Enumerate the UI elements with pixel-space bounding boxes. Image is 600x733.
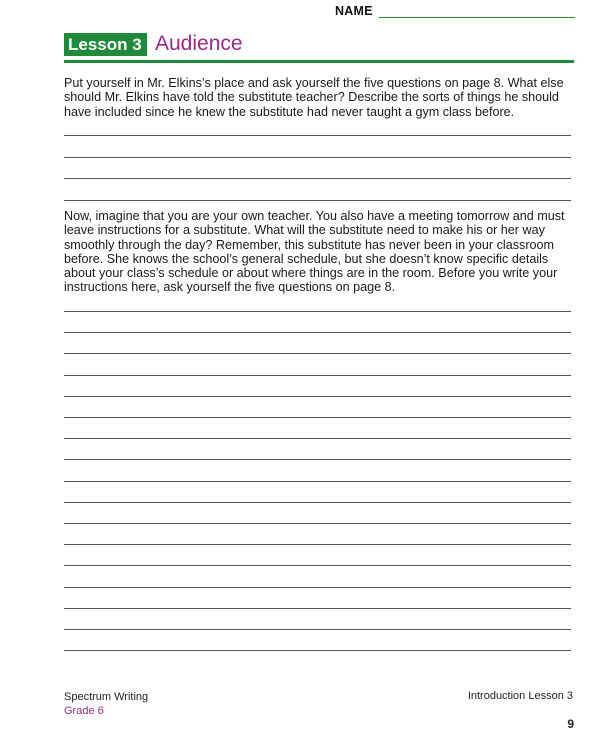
writing-line[interactable] <box>64 481 571 482</box>
writing-line[interactable] <box>64 135 571 136</box>
prompt-1: Put yourself in Mr. Elkins’s place and ask yourself the five questions on page 8. What else should Mr. Elkins have told the substitute teacher? Describe the sorts of things he should have included since he knew the substitute had never taught a gym class before. <box>64 76 564 119</box>
writing-line[interactable] <box>64 587 571 588</box>
prompt-2: Now, imagine that you are your own teacher. You also have a meeting tomorrow and must leave instructions for a substitute. What will the substitute need to make his or her way smoothly through the day? Remember, this substitute has never been in your classroom before. She knows the school’s general schedule, but she doesn’t know specific details about your class’s schedule or about where things are in the room. Before you write your instructions here, ask yourself the five questions on page 8. <box>64 209 565 295</box>
writing-line[interactable] <box>64 178 571 179</box>
writing-line[interactable] <box>64 565 571 566</box>
name-field[interactable] <box>335 4 575 22</box>
footer-left <box>64 690 148 718</box>
name-label: NAME <box>335 4 373 18</box>
writing-line[interactable] <box>64 502 571 503</box>
name-line[interactable] <box>379 17 575 18</box>
section-label: Introduction Lesson 3 <box>467 690 573 702</box>
writing-line[interactable] <box>64 332 571 333</box>
writing-line[interactable] <box>64 353 571 354</box>
writing-line[interactable] <box>64 459 571 460</box>
writing-line[interactable] <box>64 311 571 312</box>
series-title: Spectrum Writing <box>64 691 149 703</box>
writing-line[interactable] <box>64 157 571 158</box>
grade-label: Grade 6 <box>64 705 104 717</box>
writing-line[interactable] <box>64 608 571 609</box>
writing-line[interactable] <box>64 375 571 376</box>
writing-line[interactable] <box>64 200 571 201</box>
header-rule <box>64 60 574 63</box>
writing-line[interactable] <box>64 650 571 651</box>
writing-line[interactable] <box>64 629 571 630</box>
lesson-title: Audience <box>155 32 243 55</box>
lesson-header <box>64 33 574 65</box>
writing-line[interactable] <box>64 396 571 397</box>
page-number: 9 <box>567 717 574 731</box>
writing-line[interactable] <box>64 438 571 439</box>
writing-line[interactable] <box>64 417 571 418</box>
lesson-badge: Lesson 3 <box>64 33 147 56</box>
writing-line[interactable] <box>64 544 571 545</box>
writing-line[interactable] <box>64 523 571 524</box>
